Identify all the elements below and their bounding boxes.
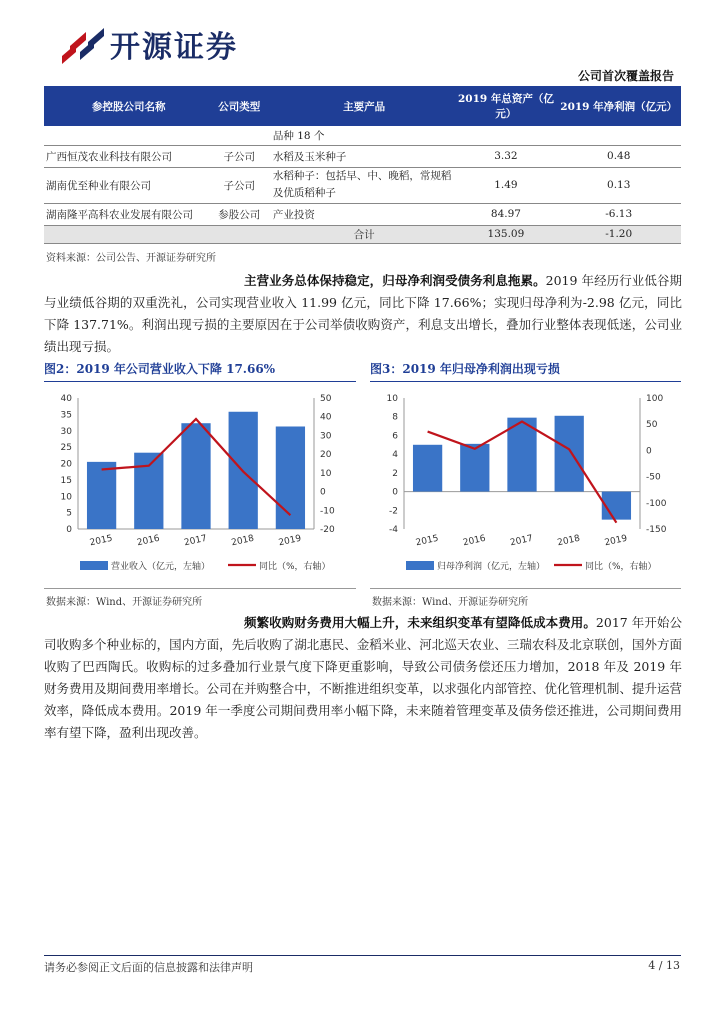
footer-disclaimer: 请务必参阅正文后面的信息披露和法律声明 xyxy=(44,961,253,974)
profit-legend-bar-swatch xyxy=(406,561,434,570)
profit-xtick: 2015 xyxy=(414,533,440,549)
profit-ytick-right: 0 xyxy=(646,446,652,457)
figure2-title: 图2：2019 年公司营业收入下降 17.66% xyxy=(44,362,276,376)
table-cell xyxy=(455,126,556,145)
figure2-source: 数据来源：Wind、开源证券研究所 xyxy=(46,597,203,608)
table-cell: 子公司 xyxy=(212,145,267,167)
revenue-bar xyxy=(181,423,210,529)
table-cell xyxy=(556,126,681,145)
table-total-row xyxy=(44,225,681,243)
revenue-ytick-left: 5 xyxy=(66,508,72,519)
profit-ytick-left: 8 xyxy=(392,412,398,423)
table-cell xyxy=(212,126,267,145)
table-header: 2019 年净利润（亿元） xyxy=(556,86,681,126)
report-type: 公司首次覆盖报告 xyxy=(577,69,674,83)
revenue-ytick-right: -20 xyxy=(320,525,335,535)
table-row xyxy=(44,167,681,203)
revenue-ytick-left: 15 xyxy=(60,475,72,486)
figure3-source: 数据来源：Wind、开源证券研究所 xyxy=(372,597,529,608)
revenue-ytick-left: 0 xyxy=(66,525,72,535)
table-cell: 水稻及玉米种子 xyxy=(267,145,456,167)
table-header: 主要产品 xyxy=(267,86,456,126)
company-name: 开源证券 xyxy=(110,30,238,65)
total-assets: 135.09 xyxy=(455,225,556,243)
profit-xtick: 2017 xyxy=(509,533,534,549)
total-profit: -1.20 xyxy=(556,225,681,243)
profit-ytick-left: 10 xyxy=(386,394,398,404)
revenue-xtick: 2016 xyxy=(136,533,161,549)
profit-legend-line: 同比（%，右轴） xyxy=(585,562,657,572)
revenue-legend-bar-swatch xyxy=(80,561,108,570)
table-cell: 0.48 xyxy=(556,145,681,167)
paragraph-body: 2017 年开始公司收购多个种业标的，国内方面，先后收购了湖北惠民、金稻米业、河北巡天农业、三瑞农科及北京联创，国外方面收购了巴西陶氏。收购标的过多叠加行业景气度下降更重影响，导致公司债务偿还压力增加，2018 年及 2019 年财务费用及期间费用率增长。公司在并购整合中，不断推进组织变革，以求强化内部管控、优化管理机制、提升运营效率，降低成本费用。2019 年一季度公司期间费用率小幅下降，未来随着管理变革及债务偿还推进，公司期间费用率有望下降，盈利出现改善。 xyxy=(44,615,682,740)
net-profit-chart xyxy=(370,384,681,584)
revenue-ytick-right: 20 xyxy=(320,450,332,461)
revenue-bar xyxy=(134,453,163,529)
revenue-ytick-left: 20 xyxy=(60,459,72,470)
table-cell: 品种 18 个 xyxy=(267,126,456,145)
company-logo-icon xyxy=(60,26,108,66)
table-header: 2019 年总资产（亿元） xyxy=(455,86,556,126)
revenue-ytick-right: 40 xyxy=(320,412,332,423)
profit-ytick-left: 2 xyxy=(392,468,398,479)
table-cell: 水稻种子：包括早、中、晚稻，常规稻及优质稻种子 xyxy=(267,167,456,203)
total-label: 合计 xyxy=(267,225,456,243)
subsidiary-table xyxy=(44,86,681,244)
table-cell: 1.49 xyxy=(455,167,556,203)
table-cell: 0.13 xyxy=(556,167,681,203)
revenue-ytick-left: 10 xyxy=(60,492,72,503)
profit-ytick-left: 0 xyxy=(392,487,398,498)
revenue-legend-line: 同比（%，右轴） xyxy=(259,562,331,572)
profit-ytick-right: 100 xyxy=(646,394,664,404)
table-header-row xyxy=(44,86,681,126)
revenue-xtick: 2019 xyxy=(277,533,303,549)
table-cell xyxy=(44,126,212,145)
profit-bar xyxy=(460,444,489,492)
profit-ytick-right: -100 xyxy=(646,498,667,509)
revenue-xtick: 2018 xyxy=(230,533,256,549)
figure3-title: 图3：2019 年归母净利润出现亏损 xyxy=(370,362,560,376)
revenue-ytick-right: 0 xyxy=(320,487,326,498)
revenue-ytick-right: 50 xyxy=(320,394,332,404)
page-number: 4 / 13 xyxy=(648,959,680,972)
table-cell: 3.32 xyxy=(455,145,556,167)
table-cell: 湖南优至种业有限公司 xyxy=(44,167,212,203)
profit-bar xyxy=(413,445,442,492)
revenue-ytick-right: 10 xyxy=(320,468,332,479)
revenue-ytick-right: 30 xyxy=(320,431,332,442)
paragraph-revenue xyxy=(44,270,682,358)
profit-bar xyxy=(555,416,584,492)
table-cell: 84.97 xyxy=(455,203,556,225)
table-row xyxy=(44,203,681,225)
paragraph-body: 2019 年经历行业低谷期与业绩低谷期的双重洗礼，公司实现营业收入 11.99 亿元，同比下降 17.66%；实现归母净利为-2.98 亿元，同比下降 137.71%。利润出现亏损的主要原因在于公司举债收购资产，利息支出增长，叠加行业整体表现低迷，公司业绩出现亏损。 xyxy=(44,273,682,354)
profit-legend-bar: 归母净利润（亿元，左轴） xyxy=(437,562,546,572)
table-row xyxy=(44,145,681,167)
revenue-ytick-left: 30 xyxy=(60,426,72,437)
revenue-ytick-left: 35 xyxy=(60,410,72,421)
profit-xtick: 2016 xyxy=(462,533,487,549)
revenue-bar xyxy=(87,462,116,529)
profit-ytick-left: 4 xyxy=(392,450,398,461)
profit-ytick-right: -50 xyxy=(646,472,661,483)
table-header: 参控股公司名称 xyxy=(44,86,212,126)
revenue-chart xyxy=(44,384,356,584)
paragraph-expenses xyxy=(44,612,682,744)
revenue-xtick: 2017 xyxy=(183,533,208,549)
table-source: 资料来源：公司公告、开源证券研究所 xyxy=(46,253,216,264)
profit-ytick-right: -150 xyxy=(646,525,667,535)
revenue-ytick-right: -10 xyxy=(320,506,335,517)
profit-xtick: 2019 xyxy=(603,533,629,549)
revenue-bar xyxy=(276,426,305,529)
profit-ytick-left: -4 xyxy=(389,525,398,535)
revenue-ytick-left: 40 xyxy=(60,394,72,404)
profit-xtick: 2018 xyxy=(556,533,582,549)
table-row xyxy=(44,126,681,145)
table-cell: -6.13 xyxy=(556,203,681,225)
table-header: 公司类型 xyxy=(212,86,267,126)
revenue-xtick: 2015 xyxy=(88,533,114,549)
table-cell: 子公司 xyxy=(212,167,267,203)
revenue-legend-bar: 营业收入（亿元，左轴） xyxy=(111,562,211,572)
table-cell: 参股公司 xyxy=(212,203,267,225)
revenue-ytick-left: 25 xyxy=(60,443,72,454)
table-cell: 湖南隆平高科农业发展有限公司 xyxy=(44,203,212,225)
paragraph-heading: 主营业务总体保持稳定，归母净利润受债务利息拖累。 xyxy=(244,273,546,288)
profit-ytick-left: 6 xyxy=(392,431,398,442)
paragraph-heading: 频繁收购财务费用大幅上升，未来组织变革有望降低成本费用。 xyxy=(244,615,596,630)
table-cell: 广西恒茂农业科技有限公司 xyxy=(44,145,212,167)
table-cell: 产业投资 xyxy=(267,203,456,225)
profit-ytick-left: -2 xyxy=(389,506,398,517)
profit-ytick-right: 50 xyxy=(646,420,658,431)
